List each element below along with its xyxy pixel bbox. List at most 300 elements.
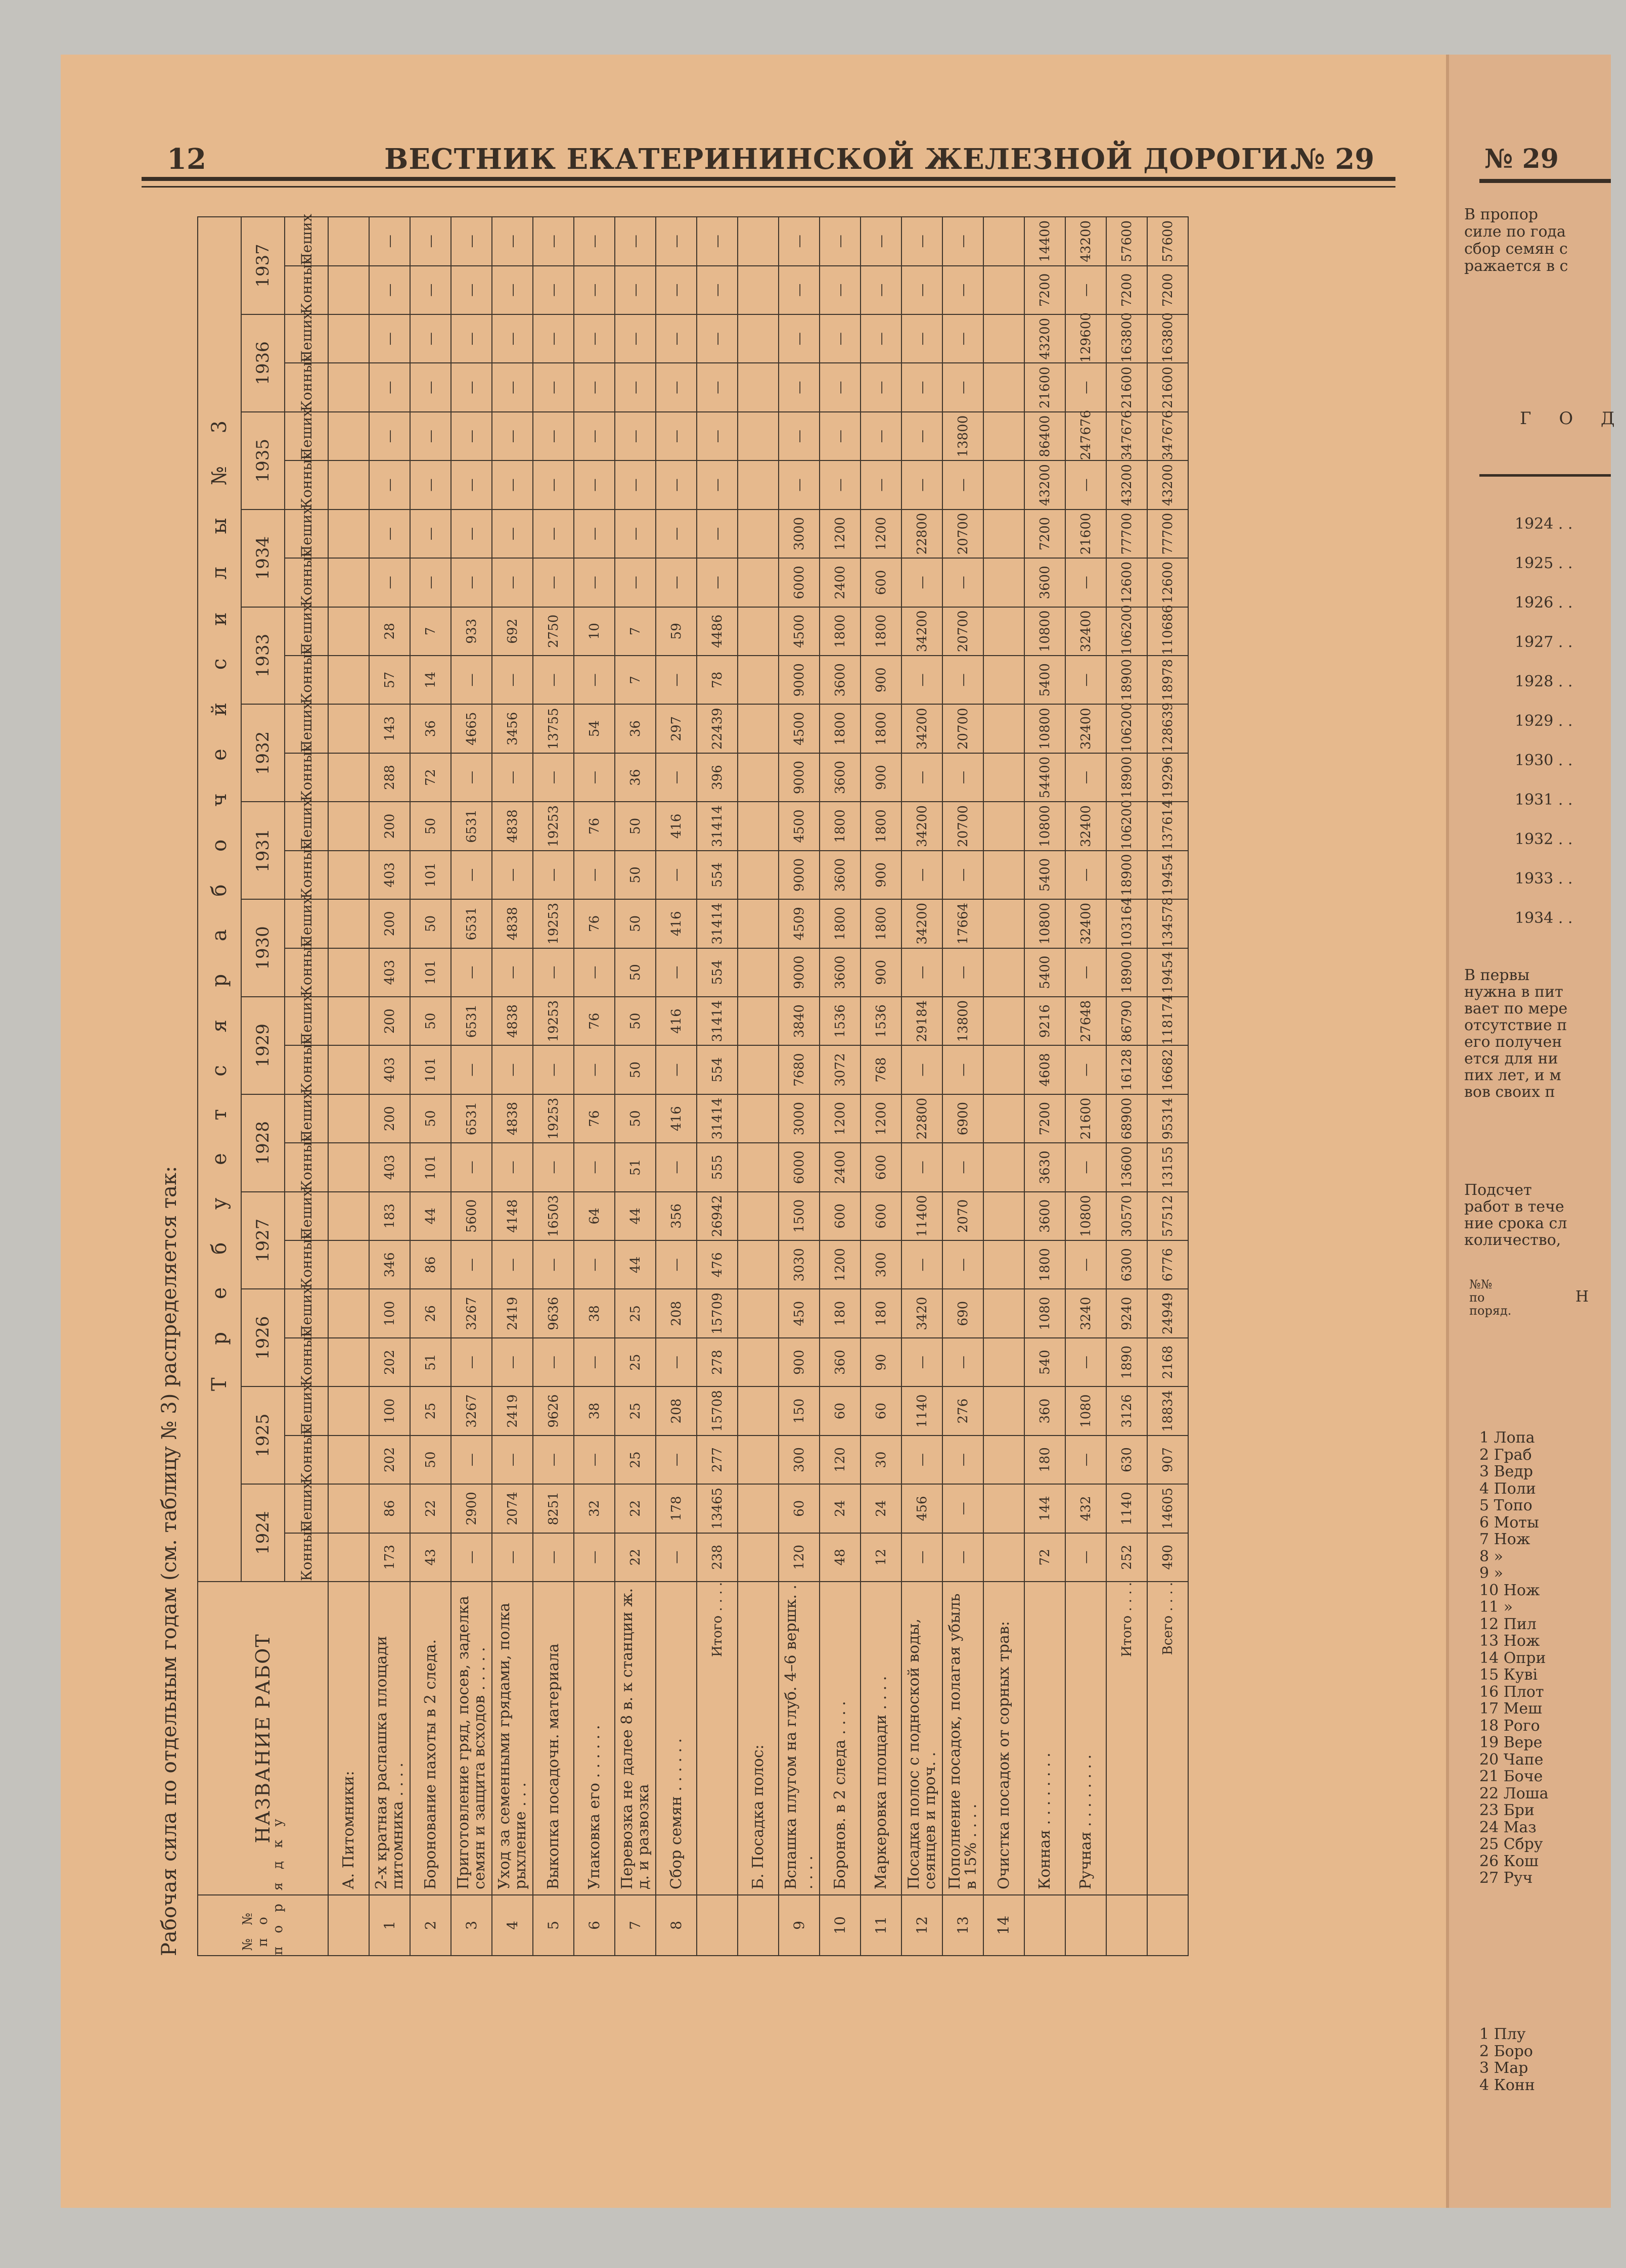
table-cell: 43200 bbox=[1024, 314, 1065, 363]
next-page-col-head: №№ по поряд. bbox=[1469, 1277, 1512, 1318]
table-cell: 1800 bbox=[820, 704, 861, 753]
table-cell: 416 bbox=[656, 802, 697, 850]
next-page-line: 1929 . . bbox=[1515, 712, 1573, 730]
table-cell: 555 bbox=[697, 1143, 738, 1191]
table-cell: 7200 bbox=[1024, 510, 1065, 558]
table-cell: — bbox=[861, 217, 901, 266]
table-cell: 173 bbox=[369, 1533, 410, 1582]
table-cell: 22 bbox=[615, 1533, 656, 1582]
table-cell: 36 bbox=[410, 704, 451, 753]
table-cell: 100 bbox=[369, 1289, 410, 1337]
table-cell bbox=[328, 997, 369, 1045]
table-cell: 31414 bbox=[697, 997, 738, 1045]
row-number: 4 bbox=[492, 1895, 533, 1956]
table-cell: — bbox=[861, 412, 901, 460]
table-cell: — bbox=[574, 363, 615, 411]
next-page-line: 10 Нож bbox=[1479, 1581, 1540, 1599]
table-cell: — bbox=[1065, 460, 1106, 509]
table-cell: — bbox=[369, 460, 410, 509]
table-cell: 12600 bbox=[1106, 558, 1147, 607]
table-cell: 10800 bbox=[1024, 704, 1065, 753]
table-cell: 8251 bbox=[533, 1484, 574, 1533]
table-cell bbox=[983, 412, 1024, 460]
next-page-text bbox=[1464, 206, 1568, 275]
table-cell: — bbox=[656, 851, 697, 899]
table-cell bbox=[983, 1289, 1024, 1337]
row-name: Б. Посадка полос: bbox=[738, 1582, 779, 1895]
table-cell bbox=[328, 1094, 369, 1143]
table-cell: — bbox=[656, 1338, 697, 1386]
table-cell: — bbox=[574, 1436, 615, 1484]
table-cell: — bbox=[574, 851, 615, 899]
table-cell bbox=[983, 510, 1024, 558]
next-page-list-1 bbox=[1479, 1429, 1549, 1887]
next-page-line: 1932 . . bbox=[1515, 830, 1573, 848]
table-cell: — bbox=[492, 948, 533, 997]
subheader-horse: Конных bbox=[285, 460, 328, 509]
table-cell bbox=[328, 1143, 369, 1191]
next-page-line: 19 Вере bbox=[1479, 1734, 1543, 1751]
table-cell: 9000 bbox=[779, 656, 820, 704]
table-cell: 18900 bbox=[1106, 656, 1147, 704]
table-cell bbox=[328, 656, 369, 704]
table-cell: 1800 bbox=[820, 899, 861, 948]
table-cell: 4608 bbox=[1024, 1045, 1065, 1094]
table-cell: 3600 bbox=[820, 656, 861, 704]
table-cell: 50 bbox=[410, 899, 451, 948]
table-cell: 22 bbox=[410, 1484, 451, 1533]
table-cell: 403 bbox=[369, 1045, 410, 1094]
table-cell: — bbox=[492, 510, 533, 558]
table-cell: 202 bbox=[369, 1338, 410, 1386]
table-cell bbox=[738, 460, 779, 509]
table-cell: — bbox=[656, 1533, 697, 1582]
table-cell: — bbox=[656, 412, 697, 460]
table-cell bbox=[328, 460, 369, 509]
table-cell: 1500 bbox=[779, 1192, 820, 1240]
table-cell: — bbox=[369, 266, 410, 314]
table-cell: 128639 bbox=[1147, 704, 1188, 753]
table-cell: 3600 bbox=[1024, 558, 1065, 607]
next-page-issue: № 29 bbox=[1484, 144, 1559, 174]
table-row bbox=[328, 217, 369, 1956]
table-cell: 4500 bbox=[779, 704, 820, 753]
next-page-line: 3 Ведр bbox=[1479, 1463, 1533, 1480]
table-cell: — bbox=[574, 1240, 615, 1289]
year-header: 1930 bbox=[241, 899, 285, 997]
table-cell: — bbox=[697, 412, 738, 460]
table-cell: 50 bbox=[615, 851, 656, 899]
table-cell: — bbox=[492, 656, 533, 704]
next-page-line: 20 Чапе bbox=[1479, 1750, 1544, 1769]
next-page-line: сбор семян с bbox=[1464, 240, 1568, 258]
table-cell: — bbox=[820, 363, 861, 411]
table-cell: 7200 bbox=[1147, 266, 1188, 314]
table-cell: 900 bbox=[861, 851, 901, 899]
year-header: 1924 bbox=[241, 1484, 285, 1582]
row-number: 5 bbox=[533, 1895, 574, 1956]
table-cell: 18900 bbox=[1106, 753, 1147, 802]
table-cell: 24949 bbox=[1147, 1289, 1188, 1337]
row-name: Посадка полос с подноской воды, сеянцев и проч. . bbox=[901, 1582, 942, 1895]
table-cell: — bbox=[942, 851, 983, 899]
table-cell: — bbox=[656, 460, 697, 509]
table-cell: 2750 bbox=[533, 607, 574, 656]
table-cell: 3600 bbox=[820, 753, 861, 802]
table-cell: 90 bbox=[861, 1338, 901, 1386]
table-cell: — bbox=[410, 363, 451, 411]
table-cell: 3600 bbox=[820, 851, 861, 899]
table-cell bbox=[738, 1045, 779, 1094]
table-cell: 9636 bbox=[533, 1289, 574, 1337]
table-cell bbox=[328, 412, 369, 460]
table-cell: — bbox=[697, 363, 738, 411]
next-page-line: 4 Конн bbox=[1479, 2076, 1535, 2094]
table-cell: — bbox=[451, 1045, 492, 1094]
next-page-line: 6 Моты bbox=[1479, 1513, 1539, 1532]
table-row bbox=[410, 217, 451, 1956]
table-cell: 4665 bbox=[451, 704, 492, 753]
subheader-horse: Конных bbox=[285, 948, 328, 997]
next-page-line: 1931 . . bbox=[1515, 791, 1573, 809]
table-cell: — bbox=[451, 558, 492, 607]
table-cell: 43200 bbox=[1024, 460, 1065, 509]
table-cell: 27648 bbox=[1065, 997, 1106, 1045]
table-cell: 2900 bbox=[451, 1484, 492, 1533]
table-cell: — bbox=[942, 363, 983, 411]
table-cell: 1200 bbox=[861, 1094, 901, 1143]
table-cell: 26942 bbox=[697, 1192, 738, 1240]
table-row bbox=[574, 217, 615, 1956]
next-page-rule-2 bbox=[1479, 474, 1611, 477]
next-page-years bbox=[1515, 504, 1573, 938]
table-cell: 6776 bbox=[1147, 1240, 1188, 1289]
table-cell: 36 bbox=[615, 753, 656, 802]
table-cell bbox=[983, 1436, 1024, 1484]
table-cell: — bbox=[901, 460, 942, 509]
table-cell: 450 bbox=[779, 1289, 820, 1337]
table-cell bbox=[328, 1436, 369, 1484]
table-cell bbox=[983, 460, 1024, 509]
table-cell: — bbox=[1065, 1045, 1106, 1094]
table-cell: — bbox=[492, 558, 533, 607]
table-cell: 20700 bbox=[942, 510, 983, 558]
table-cell: 10 bbox=[574, 607, 615, 656]
table-cell: 50 bbox=[615, 899, 656, 948]
table-cell: 10800 bbox=[1024, 802, 1065, 850]
table-cell: 13755 bbox=[533, 704, 574, 753]
table-cell: — bbox=[901, 363, 942, 411]
table-cell: — bbox=[697, 314, 738, 363]
table-cell: 86400 bbox=[1024, 412, 1065, 460]
table-cell: 3456 bbox=[492, 704, 533, 753]
next-page-line: 27 Руч bbox=[1479, 1869, 1533, 1887]
table-cell: 32400 bbox=[1065, 802, 1106, 850]
row-number: 3 bbox=[451, 1895, 492, 1956]
table-cell bbox=[328, 948, 369, 997]
table-cell: 18900 bbox=[1106, 851, 1147, 899]
table-cell bbox=[738, 1436, 779, 1484]
table-cell: — bbox=[901, 1533, 942, 1582]
table-cell: — bbox=[861, 460, 901, 509]
table-cell: 60 bbox=[779, 1484, 820, 1533]
subheader-foot: Пеших bbox=[285, 1386, 328, 1435]
table-cell: 10800 bbox=[1065, 1192, 1106, 1240]
table-cell: 101 bbox=[410, 1143, 451, 1191]
next-page-line: 16 Плот bbox=[1479, 1683, 1544, 1701]
table-cell: — bbox=[656, 1436, 697, 1484]
table-cell: — bbox=[942, 1045, 983, 1094]
table-cell bbox=[738, 948, 779, 997]
table-cell: — bbox=[574, 314, 615, 363]
table-cell: — bbox=[451, 656, 492, 704]
table-cell: — bbox=[656, 948, 697, 997]
next-page-line: 22 Лоша bbox=[1479, 1784, 1549, 1802]
table-cell: 77700 bbox=[1147, 510, 1188, 558]
table-cell: — bbox=[1065, 948, 1106, 997]
table-cell: — bbox=[901, 1436, 942, 1484]
table-cell: 554 bbox=[697, 851, 738, 899]
table-cell: 1536 bbox=[861, 997, 901, 1045]
table-cell: 43200 bbox=[1065, 217, 1106, 266]
table-cell: — bbox=[492, 1338, 533, 1386]
row-name: Ручная . . . . . . . . bbox=[1065, 1582, 1106, 1895]
table-cell: 4838 bbox=[492, 997, 533, 1045]
table-cell: — bbox=[656, 1045, 697, 1094]
table-cell: — bbox=[410, 510, 451, 558]
subheader-horse: Конных bbox=[285, 1338, 328, 1386]
table-cell: — bbox=[574, 1045, 615, 1094]
table-cell: — bbox=[1065, 1436, 1106, 1484]
table-cell: 3267 bbox=[451, 1386, 492, 1435]
table-cell: 7 bbox=[410, 607, 451, 656]
table-cell: 43200 bbox=[1147, 460, 1188, 509]
table-cell: 403 bbox=[369, 1143, 410, 1191]
table-cell: 76 bbox=[574, 1094, 615, 1143]
table-cell: — bbox=[820, 217, 861, 266]
table-cell: — bbox=[533, 266, 574, 314]
table-cell bbox=[738, 314, 779, 363]
table-cell: 3267 bbox=[451, 1289, 492, 1337]
table-cell: — bbox=[533, 753, 574, 802]
table-cell: 50 bbox=[410, 1094, 451, 1143]
table-cell: 31414 bbox=[697, 802, 738, 850]
table-cell: — bbox=[942, 1484, 983, 1533]
table-cell: 78 bbox=[697, 656, 738, 704]
table-cell: 1800 bbox=[861, 607, 901, 656]
table-cell: 15709 bbox=[697, 1289, 738, 1337]
table-cell: — bbox=[901, 1143, 942, 1191]
table-cell: — bbox=[942, 1338, 983, 1386]
table-cell: 4838 bbox=[492, 899, 533, 948]
table-cell: 630 bbox=[1106, 1436, 1147, 1484]
row-name: Выкопка посадочн. материала bbox=[533, 1582, 574, 1895]
table-caption: Рабочая сила по отдельным годам (см. таблицу № 3) распределяется так: bbox=[158, 1166, 181, 1956]
next-page-line: работ в тече bbox=[1464, 1198, 1564, 1216]
table-cell: 1536 bbox=[820, 997, 861, 1045]
table-cell: 3600 bbox=[820, 948, 861, 997]
table-cell: 3600 bbox=[1024, 1192, 1065, 1240]
table-cell: 31414 bbox=[697, 1094, 738, 1143]
row-name: Боронование пахоты в 2 следа. bbox=[410, 1582, 451, 1895]
table-cell: 68900 bbox=[1106, 1094, 1147, 1143]
table-cell: 396 bbox=[697, 753, 738, 802]
table-cell: — bbox=[697, 217, 738, 266]
table-cell: 17664 bbox=[942, 899, 983, 948]
table-cell: 4509 bbox=[779, 899, 820, 948]
table-cell: 208 bbox=[656, 1289, 697, 1337]
table-cell: 4838 bbox=[492, 802, 533, 850]
table-cell: — bbox=[942, 314, 983, 363]
year-header: 1926 bbox=[241, 1289, 285, 1386]
table-cell: — bbox=[451, 1338, 492, 1386]
table-cell: 2400 bbox=[820, 558, 861, 607]
next-page-edge bbox=[1446, 55, 1626, 2208]
table-cell: 692 bbox=[492, 607, 533, 656]
table-cell: 21600 bbox=[1147, 363, 1188, 411]
table-cell bbox=[328, 1192, 369, 1240]
table-cell: 50 bbox=[615, 997, 656, 1045]
table-cell: — bbox=[451, 314, 492, 363]
table-cell bbox=[738, 1533, 779, 1582]
table-cell: 178 bbox=[656, 1484, 697, 1533]
row-name: Итого . . . . bbox=[1106, 1582, 1147, 1895]
table-cell: 16503 bbox=[533, 1192, 574, 1240]
next-page-line: вает по мере bbox=[1464, 1000, 1568, 1017]
table-cell: 3840 bbox=[779, 997, 820, 1045]
table-cell: 3030 bbox=[779, 1240, 820, 1289]
table-cell: 38 bbox=[574, 1386, 615, 1435]
row-number bbox=[697, 1895, 738, 1956]
next-page-line: 12 Пил bbox=[1479, 1615, 1537, 1633]
table-cell: 300 bbox=[779, 1436, 820, 1484]
table-cell: — bbox=[492, 217, 533, 266]
table-cell: 900 bbox=[861, 948, 901, 997]
table-cell bbox=[328, 266, 369, 314]
table-cell bbox=[983, 314, 1024, 363]
table-cell: — bbox=[492, 314, 533, 363]
table-cell: — bbox=[451, 460, 492, 509]
table-cell: — bbox=[779, 314, 820, 363]
table-row bbox=[861, 217, 901, 1956]
table-cell: 2168 bbox=[1147, 1338, 1188, 1386]
table-cell bbox=[738, 510, 779, 558]
table-cell bbox=[983, 217, 1024, 266]
table-cell: — bbox=[779, 266, 820, 314]
table-row bbox=[983, 217, 1024, 1956]
table-cell: 19454 bbox=[1147, 851, 1188, 899]
next-page-line: 1927 . . bbox=[1515, 633, 1573, 651]
table-cell: 690 bbox=[942, 1289, 983, 1337]
row-name: Итого . . . . bbox=[697, 1582, 738, 1895]
table-cell bbox=[738, 1094, 779, 1143]
table-cell bbox=[738, 802, 779, 850]
table-cell: — bbox=[533, 1240, 574, 1289]
table-cell bbox=[328, 851, 369, 899]
table-cell: 1080 bbox=[1065, 1386, 1106, 1435]
next-page-line: 1924 . . bbox=[1515, 515, 1573, 533]
table-cell: — bbox=[779, 217, 820, 266]
table-cell: — bbox=[820, 314, 861, 363]
table-cell bbox=[983, 266, 1024, 314]
subheader-foot: Пеших bbox=[285, 802, 328, 850]
table-cell: 1140 bbox=[1106, 1484, 1147, 1533]
table-cell: 48 bbox=[820, 1533, 861, 1582]
next-page-line: Подсчет bbox=[1464, 1181, 1532, 1199]
row-number: 11 bbox=[861, 1895, 901, 1956]
row-number bbox=[738, 1895, 779, 1956]
table-cell: 13800 bbox=[942, 412, 983, 460]
table-cell: 50 bbox=[615, 948, 656, 997]
table-cell: — bbox=[410, 558, 451, 607]
table-cell: — bbox=[779, 460, 820, 509]
table-cell bbox=[738, 1143, 779, 1191]
table-row bbox=[1065, 217, 1106, 1956]
table-cell: — bbox=[942, 656, 983, 704]
next-page-line: 1926 . . bbox=[1515, 594, 1573, 612]
table-cell: — bbox=[533, 851, 574, 899]
table-cell: — bbox=[369, 314, 410, 363]
table-cell: — bbox=[656, 656, 697, 704]
table-cell: 86 bbox=[369, 1484, 410, 1533]
table-cell: — bbox=[533, 314, 574, 363]
subheader-horse: Конных bbox=[285, 558, 328, 607]
table-cell: 9000 bbox=[779, 753, 820, 802]
table-cell: 12 bbox=[861, 1533, 901, 1582]
table-cell bbox=[983, 1143, 1024, 1191]
row-number: 14 bbox=[983, 1895, 1024, 1956]
next-page-line: ражается в с bbox=[1464, 257, 1568, 275]
next-page-line: 1 Плу bbox=[1479, 2025, 1526, 2043]
row-name: Очистка посадок от сорных трав: bbox=[983, 1582, 1024, 1895]
table-cell: 25 bbox=[615, 1386, 656, 1435]
table-cell: 101 bbox=[410, 851, 451, 899]
table-cell bbox=[738, 851, 779, 899]
table-cell: — bbox=[574, 460, 615, 509]
row-name: Всего . . . . bbox=[1147, 1582, 1188, 1895]
table-cell: — bbox=[1065, 266, 1106, 314]
table-cell: 10800 bbox=[1024, 899, 1065, 948]
next-page-paragraph-1 bbox=[1464, 967, 1567, 1100]
table-cell: — bbox=[451, 266, 492, 314]
table-cell bbox=[328, 1338, 369, 1386]
table-cell: — bbox=[615, 266, 656, 314]
table-cell: 183 bbox=[369, 1192, 410, 1240]
table-cell: 50 bbox=[615, 802, 656, 850]
table-cell: — bbox=[451, 1240, 492, 1289]
table-cell: 200 bbox=[369, 899, 410, 948]
table-cell: 403 bbox=[369, 851, 410, 899]
next-page-line: 1928 . . bbox=[1515, 673, 1573, 690]
table-cell: — bbox=[574, 558, 615, 607]
table-cell bbox=[983, 1484, 1024, 1533]
table-cell: 18900 bbox=[1106, 948, 1147, 997]
table-cell: 1800 bbox=[861, 704, 901, 753]
table-cell bbox=[328, 1240, 369, 1289]
table-cell: 7680 bbox=[779, 1045, 820, 1094]
table-cell: 9000 bbox=[779, 948, 820, 997]
row-name: Боронов. в 2 следа . . . . bbox=[820, 1582, 861, 1895]
table-cell: — bbox=[656, 558, 697, 607]
table-cell: 2074 bbox=[492, 1484, 533, 1533]
next-page-line: пих лет, и м bbox=[1464, 1067, 1561, 1084]
table-row bbox=[492, 217, 533, 1956]
subheader-horse: Конных bbox=[285, 753, 328, 802]
table-cell: — bbox=[369, 363, 410, 411]
table-cell: — bbox=[533, 1533, 574, 1582]
table-cell: 278 bbox=[697, 1338, 738, 1386]
row-name: Конная . . . . . . . . bbox=[1024, 1582, 1065, 1895]
